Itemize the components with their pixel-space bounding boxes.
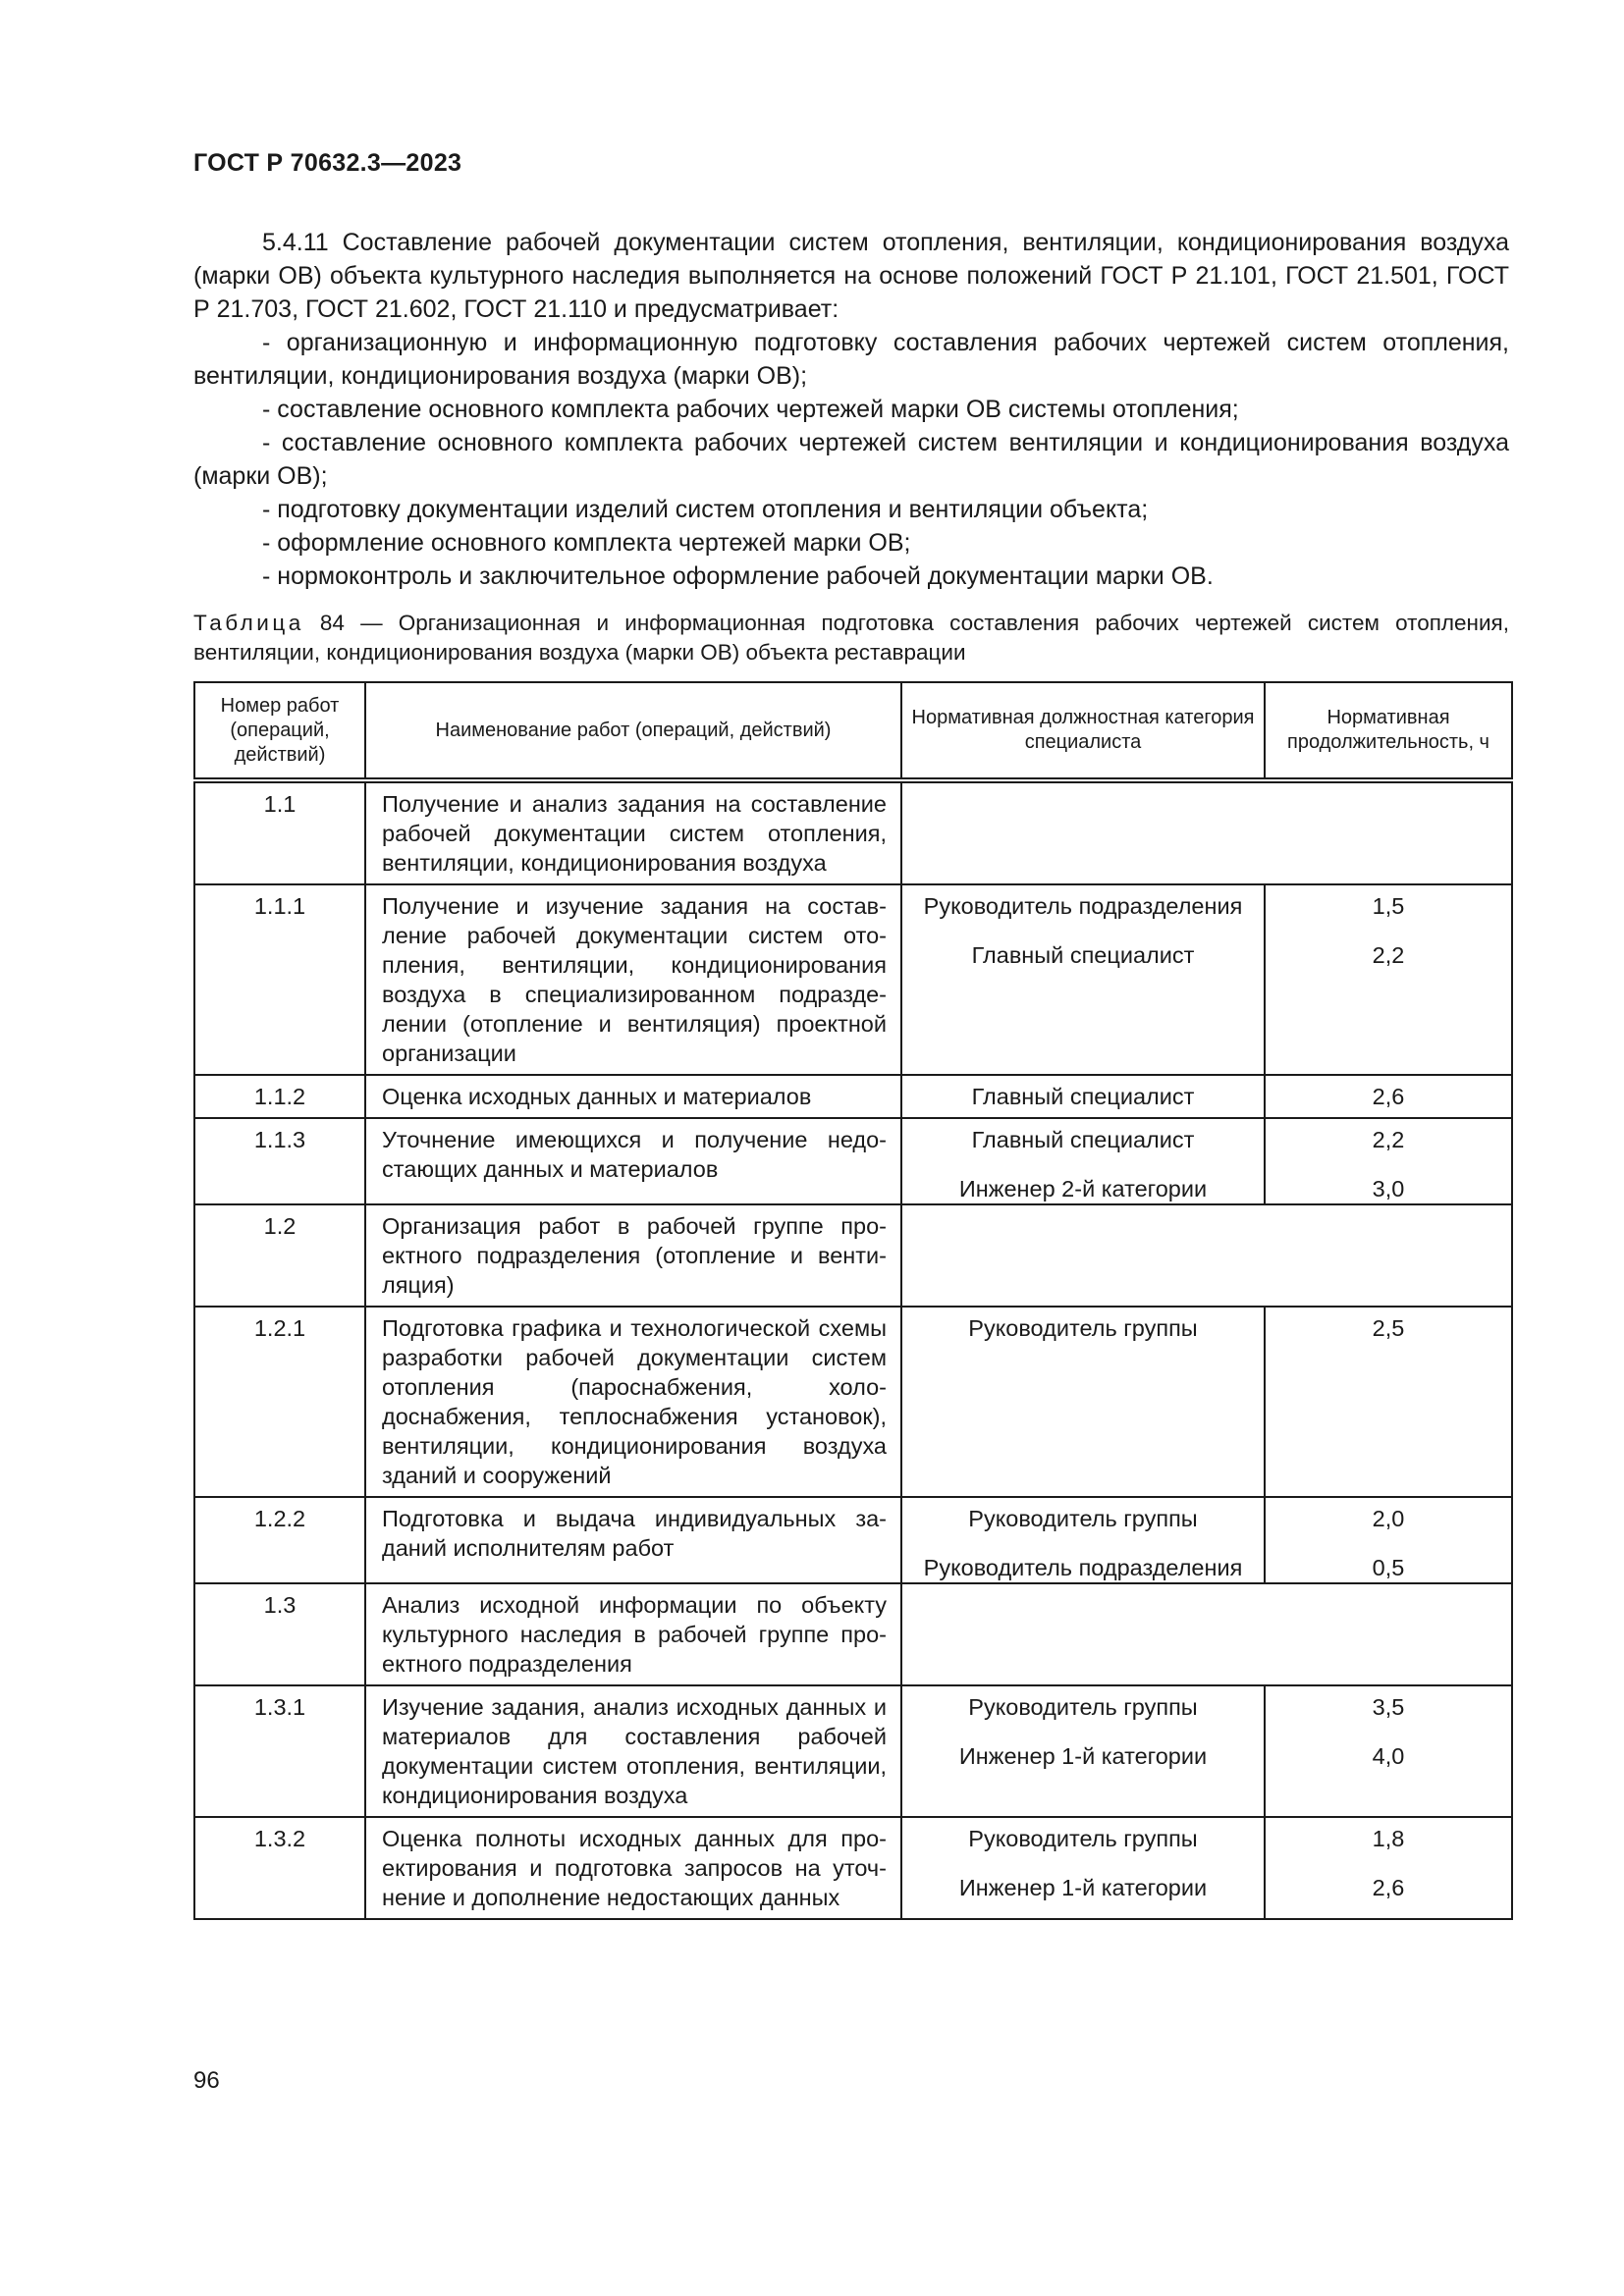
list-item: - подготовку документации изделий систем отопления и вентиляции объекта; bbox=[262, 496, 1149, 523]
work-norms-table bbox=[193, 681, 1513, 1920]
category-cell bbox=[901, 1497, 1265, 1583]
table-row bbox=[194, 780, 1512, 884]
section-text bbox=[193, 226, 1509, 593]
duration-value: 3,5 bbox=[1372, 1694, 1405, 1720]
document-code: ГОСТ Р 70632.3—2023 bbox=[193, 149, 462, 177]
category-cell bbox=[901, 1118, 1265, 1204]
specialist-category: Руководитель подразделения bbox=[923, 1555, 1243, 1580]
specialist-category: Главный специалист bbox=[971, 1084, 1195, 1109]
specialist-category: Руководитель подразделения bbox=[923, 893, 1243, 919]
duration-cell bbox=[1265, 884, 1512, 1075]
work-number-cell: 1.1.3 bbox=[194, 1118, 365, 1204]
duration-cell bbox=[1265, 1817, 1512, 1919]
table-row bbox=[194, 1817, 1512, 1919]
duration-value: 2,2 bbox=[1372, 1127, 1405, 1152]
table-row bbox=[194, 1204, 1512, 1307]
table-caption-text: 84 — Организационная и информационная подготовка составления рабочих чертежей систем отопления, вентиляции, кондиционирования воздуха (марки ОВ) объекта реставрации bbox=[193, 611, 1509, 665]
work-name-cell: Изучение задания, анализ исходных данных и материалов для составления рабочей документации систем отопления, вентиляции, кондиционирования воздуха bbox=[365, 1685, 901, 1817]
duration-value: 1,5 bbox=[1372, 893, 1405, 919]
duration-value: 2,0 bbox=[1372, 1506, 1405, 1531]
work-name-cell: Подготовка и выдача индивидуальных заданий исполнителям работ bbox=[365, 1497, 901, 1583]
duration-value: 2,2 bbox=[1372, 942, 1405, 968]
category-cell bbox=[901, 1685, 1265, 1817]
header-duration: Нормативная продолжительность, ч bbox=[1265, 682, 1512, 780]
table-row bbox=[194, 1118, 1512, 1204]
work-number-cell: 1.2.2 bbox=[194, 1497, 365, 1583]
work-name-cell: Оценка исходных данных и материалов bbox=[365, 1075, 901, 1118]
paragraph-intro: 5.4.11 Составление рабочей документации систем отопления, вентиляции, кондиционирования воздуха (марки ОВ) объекта культурного наследия выполняется на основе положений ГОСТ Р 21.101, ГОСТ 21.501, ГОСТ Р 21.703, ГОСТ 21.602, ГОСТ 21.110 и предусматривает: bbox=[193, 229, 1509, 323]
category-cell bbox=[901, 780, 1512, 884]
specialist-category: Главный специалист bbox=[971, 942, 1195, 968]
work-number-cell: 1.3.2 bbox=[194, 1817, 365, 1919]
header-category: Нормативная должностная категория специалиста bbox=[901, 682, 1265, 780]
work-number-cell: 1.2 bbox=[194, 1204, 365, 1307]
work-name-cell: Оценка полноты исходных данных для проектирования и подготовка запросов на уточнение и дополнение недостающих данных bbox=[365, 1817, 901, 1919]
work-number-cell: 1.3.1 bbox=[194, 1685, 365, 1817]
category-cell bbox=[901, 1204, 1512, 1307]
category-cell bbox=[901, 1583, 1512, 1685]
duration-value: 2,6 bbox=[1372, 1875, 1405, 1900]
table-row bbox=[194, 884, 1512, 1075]
duration-cell bbox=[1265, 1685, 1512, 1817]
category-cell bbox=[901, 884, 1265, 1075]
work-number-cell: 1.1 bbox=[194, 780, 365, 884]
duration-cell bbox=[1265, 1307, 1512, 1497]
work-number-cell: 1.2.1 bbox=[194, 1307, 365, 1497]
work-name-cell: Получение и анализ задания на составление рабочей документации систем отопления, вентиляции, кондиционирования воздуха bbox=[365, 780, 901, 884]
work-number-cell: 1.1.2 bbox=[194, 1075, 365, 1118]
category-cell bbox=[901, 1817, 1265, 1919]
table-row bbox=[194, 1307, 1512, 1497]
work-number-cell: 1.3 bbox=[194, 1583, 365, 1685]
list-item: - составление основного комплекта рабочих чертежей систем вентиляции и кондиционирования воздуха (марки ОВ); bbox=[193, 429, 1509, 490]
table-row bbox=[194, 1497, 1512, 1583]
list-item: - составление основного комплекта рабочих чертежей марки ОВ системы отопления; bbox=[262, 396, 1239, 423]
work-name-cell: Уточнение имеющихся и получение недостающих данных и материалов bbox=[365, 1118, 901, 1204]
category-cell bbox=[901, 1075, 1265, 1118]
work-name-cell: Подготовка графика и технологической схемы разработки рабочей документации систем отопления (пароснабжения, холодоснабжения, теплоснабжения установок), вентиляции, кондиционирования воздуха зданий и сооружений bbox=[365, 1307, 901, 1497]
duration-value: 0,5 bbox=[1372, 1555, 1405, 1580]
duration-value: 2,6 bbox=[1372, 1084, 1405, 1109]
duration-cell bbox=[1265, 1075, 1512, 1118]
list-item: - оформление основного комплекта чертежей марки ОВ; bbox=[262, 529, 911, 557]
duration-value: 4,0 bbox=[1372, 1743, 1405, 1769]
duration-value: 2,5 bbox=[1372, 1315, 1405, 1341]
duration-value: 1,8 bbox=[1372, 1826, 1405, 1851]
duration-cell bbox=[1265, 1118, 1512, 1204]
duration-cell bbox=[1265, 1497, 1512, 1583]
list-item: - нормоконтроль и заключительное оформление рабочей документации марки ОВ. bbox=[262, 562, 1214, 590]
specialist-category: Инженер 1-й категории bbox=[958, 1743, 1208, 1769]
specialist-category: Главный специалист bbox=[971, 1127, 1195, 1152]
category-cell bbox=[901, 1307, 1265, 1497]
work-name-cell: Получение и изучение задания на составление рабочей документации систем отопления, вентиляции, кондиционирования воздуха в специализированном подразделении (отопление и вентиляция) проектной организации bbox=[365, 884, 901, 1075]
header-name: Наименование работ (операций, действий) bbox=[365, 682, 901, 780]
work-name-cell: Анализ исходной информации по объекту культурного наследия в рабочей группе проектного подразделения bbox=[365, 1583, 901, 1685]
specialist-category: Руководитель группы bbox=[968, 1506, 1198, 1531]
table-header-row bbox=[194, 682, 1512, 780]
duration-value: 3,0 bbox=[1372, 1176, 1405, 1201]
specialist-category: Инженер 2-й категории bbox=[958, 1176, 1208, 1201]
table-caption bbox=[193, 609, 1509, 667]
header-number: Номер работ (операций, действий) bbox=[194, 682, 365, 780]
specialist-category: Руководитель группы bbox=[968, 1694, 1198, 1720]
work-number-cell: 1.1.1 bbox=[194, 884, 365, 1075]
specialist-category: Руководитель группы bbox=[968, 1315, 1198, 1341]
page-number: 96 bbox=[193, 2067, 220, 2094]
work-name-cell: Организация работ в рабочей группе проектного подразделения (отопление и вентиляция) bbox=[365, 1204, 901, 1307]
table-row bbox=[194, 1583, 1512, 1685]
table-row bbox=[194, 1685, 1512, 1817]
list-item: - организационную и информационную подготовку составления рабочих чертежей систем отопления, вентиляции, кондиционирования воздуха (марки ОВ); bbox=[193, 329, 1509, 390]
table-row bbox=[194, 1075, 1512, 1118]
table-caption-label: Таблица bbox=[193, 611, 304, 635]
specialist-category: Руководитель группы bbox=[968, 1826, 1198, 1851]
specialist-category: Инженер 1-й категории bbox=[958, 1875, 1208, 1900]
